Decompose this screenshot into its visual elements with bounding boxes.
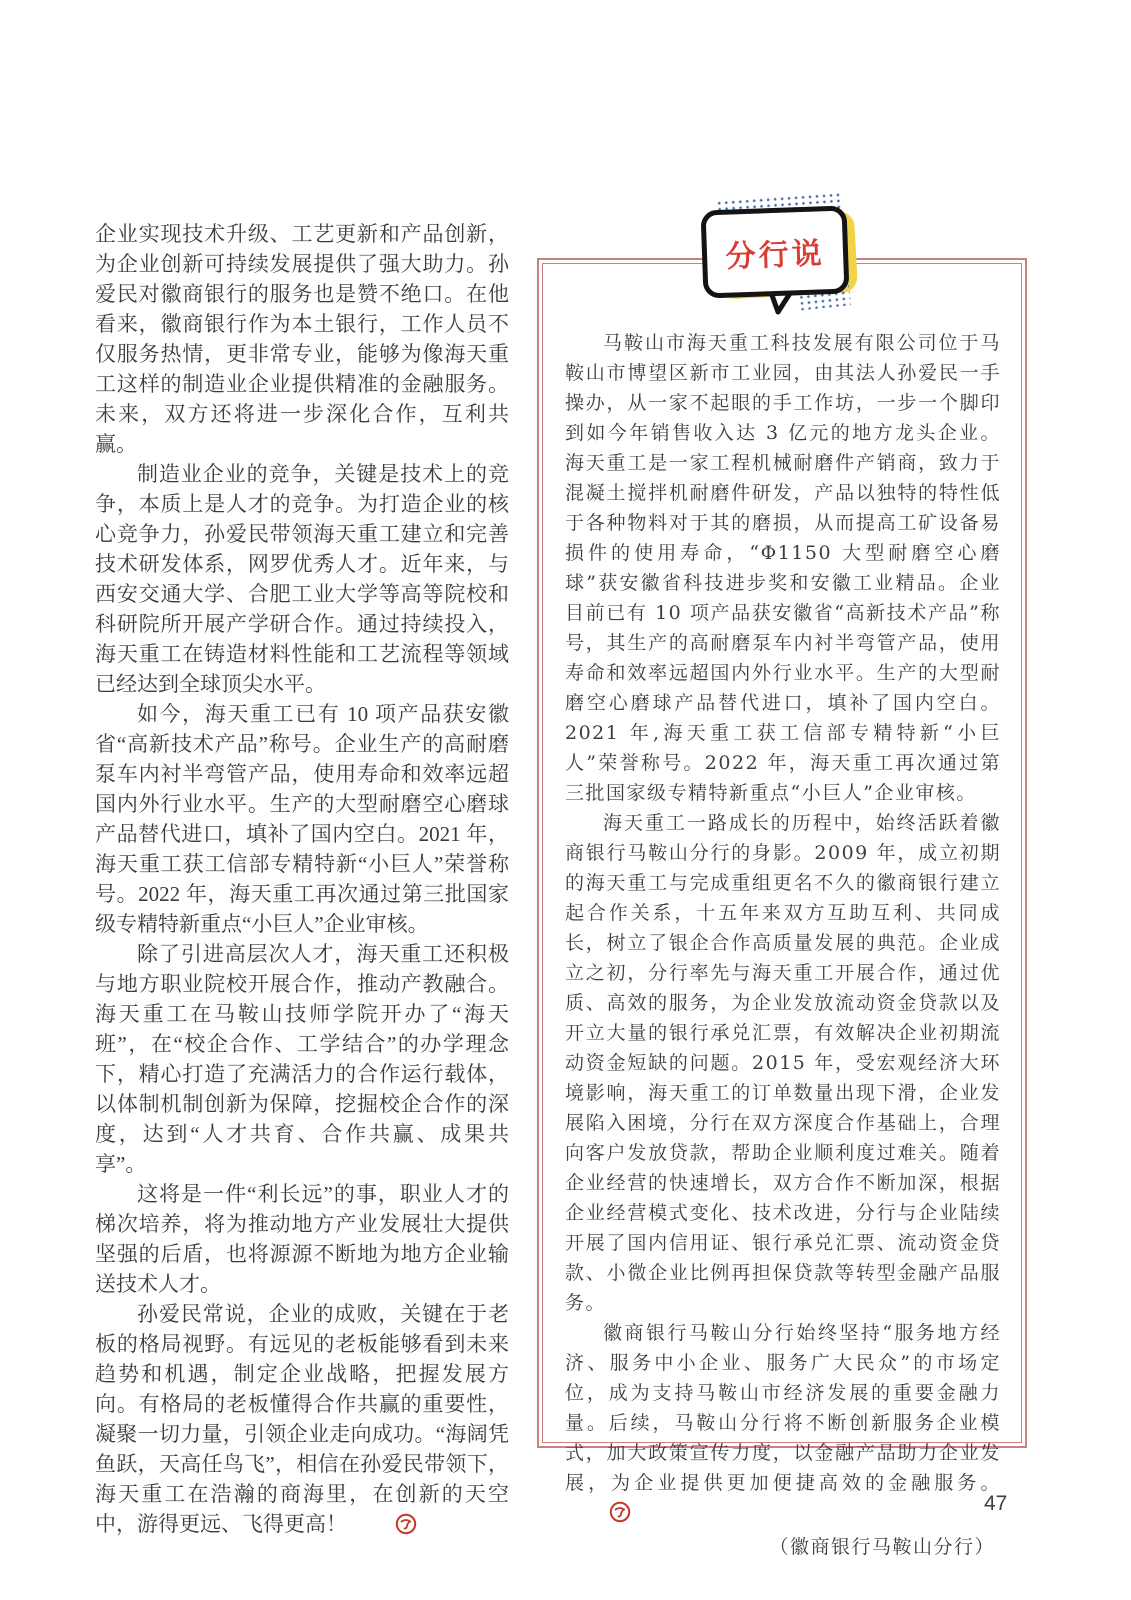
attribution: （徽商银行马鞍山分行） (769, 1536, 995, 1558)
bubble-title: 分行说 (725, 237, 826, 274)
paragraph (95, 1299, 509, 1539)
paragraph: 海天重工一路成长的历程中，始终活跃着徽商银行马鞍山分行的身影。2009 年，成立初期的海天重工与完成重组更名不久的徽商银行建立起合作关系，十五年来双方互助互利、共同成长，树立了银企合作高质量发展的典范。企业成立之初，分行率先与海天重工开展合作，通过优质、高效的服务，为企业发放流动资金贷款以及开立大量的银行承兑汇票，有效解决企业初期流动资金短缺的问题。2015 年，受宏观经济大环境影响，海天重工的订单数量出现下滑，企业发展陷入困境，分行在双方深度合作基础上，合理向客户发放贷款，帮助企业顺利度过难关。随着企业经营的快速增长，双方合作不断加深，根据企业经营模式变化、技术改进，分行与企业陆续开展了国内信用证、银行承兑汇票、流动资金贷款、小微企业比例再担保贷款等转型金融产品服务。 (565, 812, 1001, 1314)
paragraph (565, 1318, 1001, 1528)
bubble-body (701, 205, 850, 298)
paragraph-text: 徽商银行马鞍山分行始终坚持“服务地方经济、服务中小企业、服务广大民众”的市场定位，成为支持马鞍山市经济发展的重要金融力量。后续，马鞍山分行将不断创新服务企业模式，加大政策宣传力度，以金融产品助力企业发展，为企业提供更加便捷高效的金融服务。 (565, 1322, 1001, 1494)
branch-says-content (565, 328, 1001, 1562)
paragraph: 除了引进高层次人才，海天重工还积极与地方职业院校开展合作，推动产教融合。海天重工在马鞍山技师学院开办了“海天班”，在“校企合作、工学结合”的办学理念下，精心打造了充满活力的合作运行载体，以体制机制创新为保障，挖掘校企合作的深度，达到“人才共育、合作共赢、成果共享”。 (95, 942, 509, 1176)
paragraph-text: 孙爱民常说，企业的成败，关键在于老板的格局视野。有远见的老板能够看到未来趋势和机遇，制定企业战略，把握发展方向。有格局的老板懂得合作共赢的重要性，凝聚一切力量，引领企业走向成功。“海阔凭鱼跃，天高任鸟飞”，相信在孙爱民带领下，海天重工在浩瀚的商海里，在创新的天空中，游得更远、飞得更高！ (95, 1302, 509, 1536)
huishang-bank-seal-icon (571, 1501, 631, 1523)
paragraph: 企业实现技术升级、工艺更新和产品创新，为企业创新可持续发展提供了强大助力。孙爱民对徽商银行的服务也是赞不绝口。在他看来，徽商银行作为本土银行，工作人员不仅服务热情，更非常专业，能够为像海天重工这样的制造业企业提供精准的金融服务。未来，双方还将进一步深化合作，互利共赢。 (95, 222, 509, 456)
paragraph: 制造业企业的竞争，关键是技术上的竞争，本质上是人才的竞争。为打造企业的核心竞争力，孙爱民带领海天重工建立和完善技术研发体系，网罗优秀人才。近年来，与西安交通大学、合肥工业大学等高等院校和科研院所开展产学研合作。通过持续投入，海天重工在铸造材料性能和工艺流程等领域已经达到全球顶尖水平。 (95, 462, 509, 696)
left-article-column (95, 219, 509, 1539)
paragraph: 马鞍山市海天重工科技发展有限公司位于马鞍山市博望区新市工业园，由其法人孙爱民一手操办，从一家不起眼的手工作坊，一步一个脚印到如今年销售收入达 3 亿元的地方龙头企业。海天重工是一家工程机械耐磨件产销商，致力于混凝土搅拌机耐磨件研发，产品以独特的特性低于各种物料对于其的磨损，从而提高工矿设备易损件的使用寿命，“Φ1150 大型耐磨空心磨球”获安徽省科技进步奖和安徽工业精品。企业目前已有 10 项产品获安徽省“高新技术产品”称号，其生产的高耐磨泵车内衬半弯管产品，使用寿命和效率远超国内外行业水平。生产的大型耐磨空心磨球产品替代进口，填补了国内空白。2021 年,海天重工获工信部专精特新“小巨人”荣誉称号。2022 年，海天重工再次通过第三批国家级专精特新重点“小巨人”企业审核。 (565, 332, 1001, 804)
page-number: 47 (984, 1492, 1008, 1515)
huishang-bank-seal-icon (353, 1513, 417, 1535)
speech-bubble (686, 190, 866, 320)
paragraph: 这将是一件“利长远”的事，职业人才的梯次培养，将为推动地方产业发展壮大提供坚强的后盾，也将源源不断地为地方企业输送技术人才。 (95, 1182, 509, 1296)
paragraph: 如今，海天重工已有 10 项产品获安徽省“高新技术产品”称号。企业生产的高耐磨泵车内衬半弯管产品，使用寿命和效率远超国内外行业水平。生产的大型耐磨空心磨球产品替代进口，填补了国内空白。2021 年，海天重工获工信部专精特新“小巨人”荣誉称号。2022 年，海天重工再次通过第三批国家级专精特新重点“小巨人”企业审核。 (95, 702, 509, 936)
